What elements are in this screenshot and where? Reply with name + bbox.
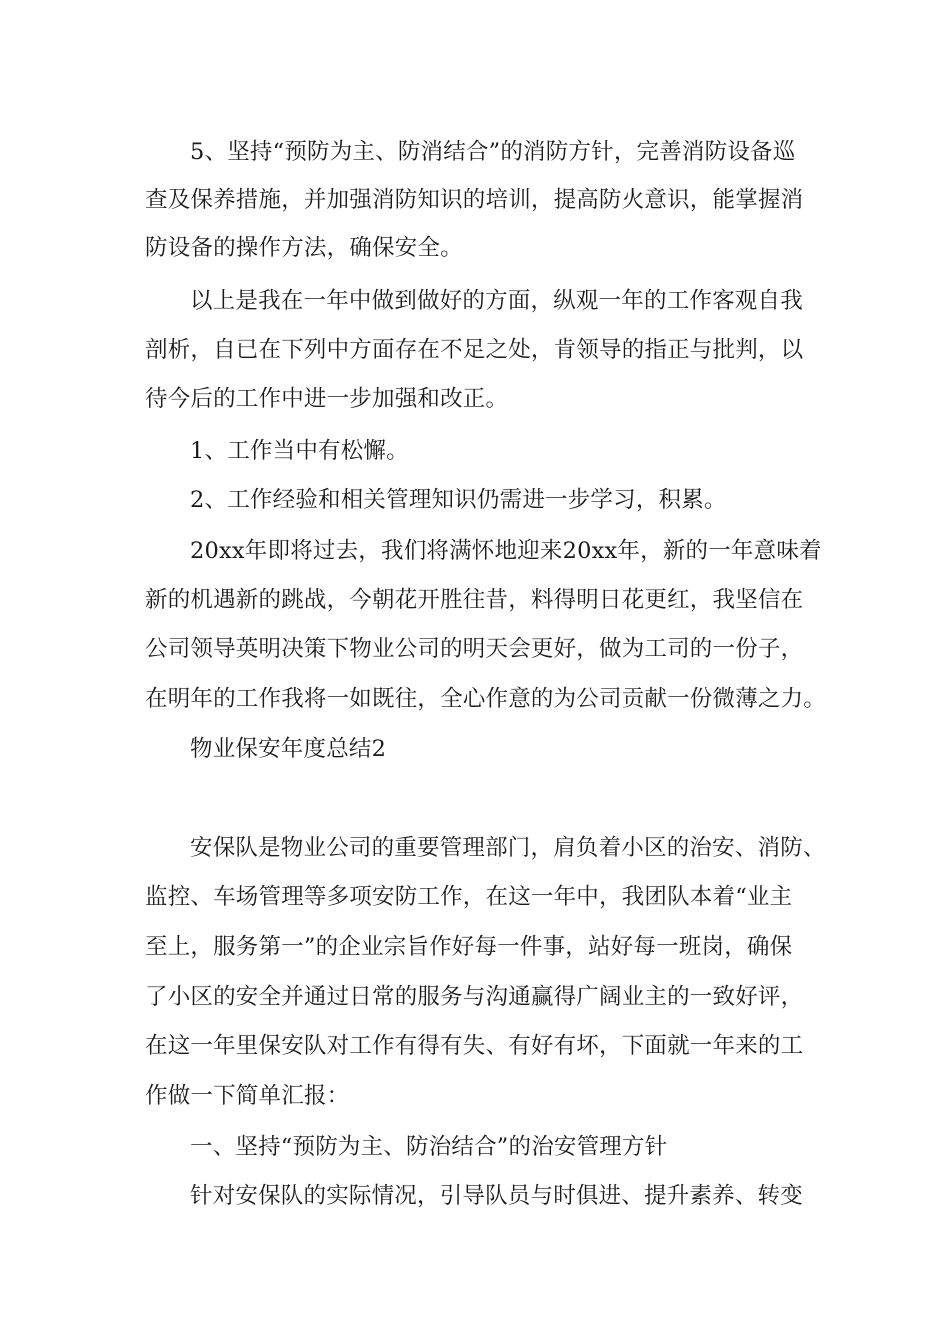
paragraph-line: 以上是我在一年中做到做好的方面，纵观一年的工作客观自我: [190, 288, 803, 314]
paragraph-line: 安保队是物业公司的重要管理部门，肩负着小区的治安、消防、: [190, 835, 826, 861]
paragraph-line: 剖析，自已在下列中方面存在不足之处，肯领导的指正与批判，以: [145, 337, 804, 363]
paragraph-line: 公司领导英明决策下物业公司的明天会更好，做为工司的一份子，: [145, 636, 804, 662]
paragraph-line: 在这一年里保安队对工作有得有失、有好有坏，下面就一年来的工: [145, 1033, 804, 1059]
paragraph-line: 针对安保队的实际情况，引导队员与时俱进、提升素养、转变: [190, 1183, 803, 1209]
paragraph-line: 防设备的操作方法，确保安全。: [145, 235, 463, 261]
list-item: 2、工作经验和相关管理知识仍需进一步学习，积累。: [190, 487, 727, 513]
paragraph-line: 新的机遇新的跳战，今朝花开胜往昔，料得明日花更红，我坚信在: [145, 587, 804, 613]
paragraph-line: 监控、车场管理等多项安防工作，在这一年中，我团队本着“业主: [145, 884, 793, 910]
paragraph-line: 了小区的安全并通过日常的服务与沟通赢得广阔业主的一致好评，: [145, 984, 804, 1010]
paragraph-line: 查及保养措施，并加强消防知识的培训，提高防火意识，能掌握消: [145, 187, 804, 213]
paragraph-line: 5、坚持“预防为主、防消结合”的消防方针，完善消防设备巡: [190, 139, 796, 165]
paragraph-line: 至上，服务第一”的企业宗旨作好每一件事，站好每一班岗，确保: [145, 934, 793, 960]
section-heading: 一、坚持“预防为主、防治结合”的治安管理方针: [190, 1134, 668, 1160]
paragraph-line: 待今后的工作中进一步加强和改正。: [145, 386, 509, 412]
paragraph-line: 作做一下简单汇报：: [145, 1083, 350, 1109]
paragraph-line: 在明年的工作我将一如既往，全心作意的为公司贡献一份微薄之力。: [145, 686, 827, 712]
section-title: 物业保安年度总结2: [190, 736, 387, 762]
paragraph-line: 20xx年即将过去，我们将满怀地迎来20xx年，新的一年意味着: [190, 538, 822, 564]
list-item: 1、工作当中有松懈。: [190, 438, 409, 464]
